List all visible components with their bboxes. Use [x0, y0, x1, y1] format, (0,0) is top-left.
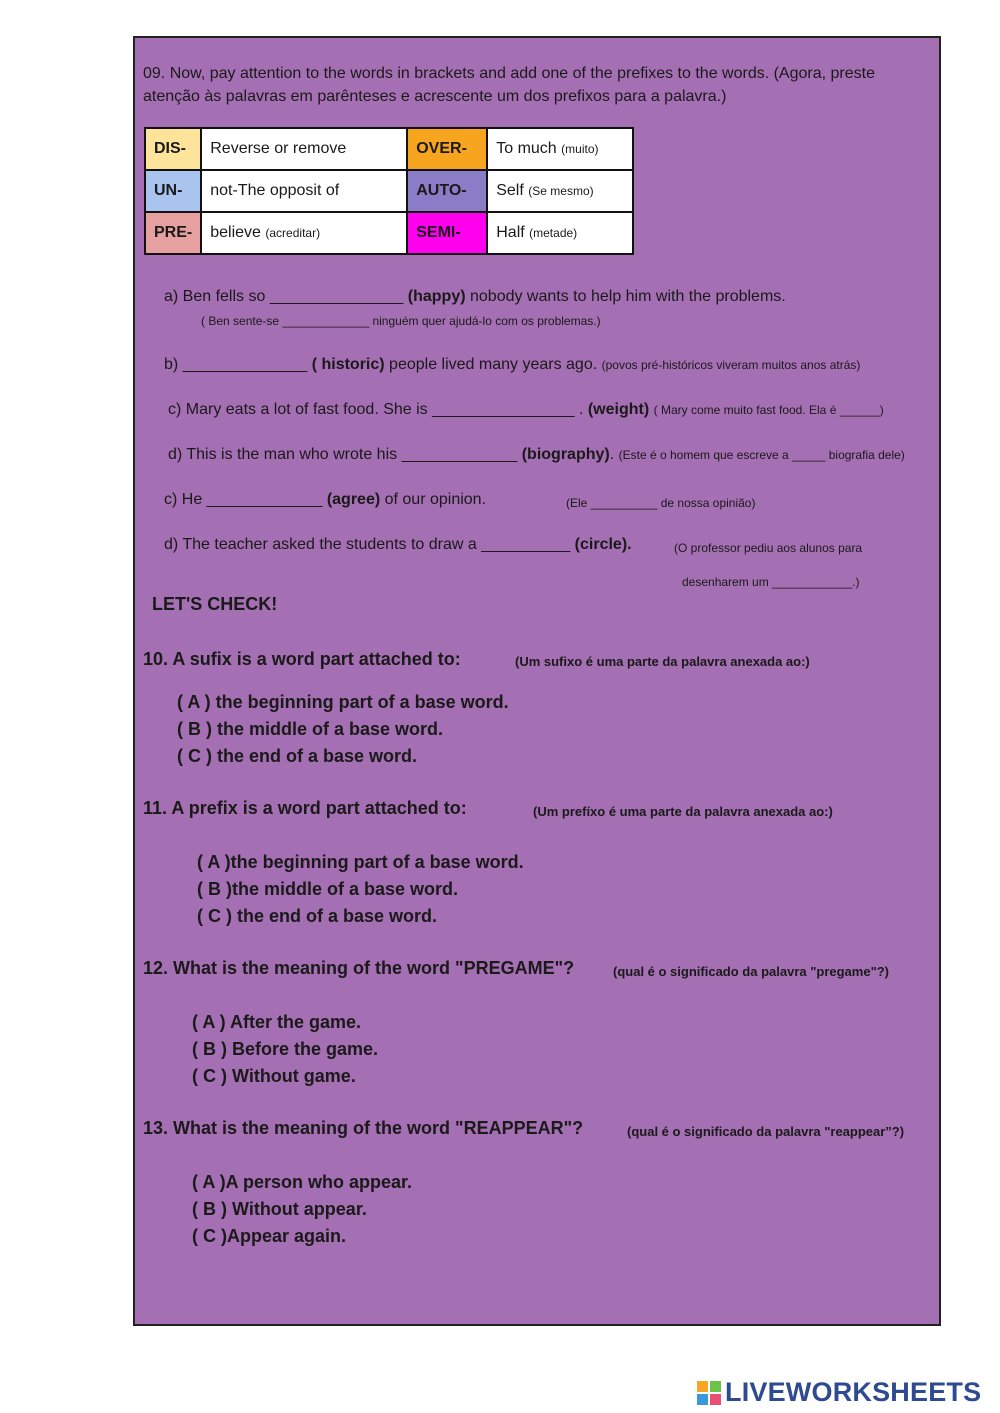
option-c[interactable]: ( C ) Without game.	[192, 1066, 356, 1086]
exercise-text: .	[609, 446, 615, 463]
meaning-note: (acreditar)	[265, 226, 321, 240]
meaning-text: believe	[210, 224, 261, 241]
exercise-text: c) Mary eats a lot of fast food. She is	[168, 401, 433, 418]
exercise-e	[164, 491, 486, 509]
meaning-text: not-The opposit of	[210, 182, 340, 199]
prefix-cell: PRE-	[145, 212, 201, 254]
meaning-text: Reverse or remove	[210, 140, 347, 157]
answer-blank[interactable]: _____________	[401, 446, 518, 463]
meaning-cell	[201, 170, 407, 212]
question-10-options	[177, 689, 509, 770]
base-word: ( historic)	[311, 356, 385, 373]
logo-text: LIVEWORKSHEETS	[725, 1377, 982, 1407]
exercise-text: nobody wants to help him with the problems.	[465, 288, 786, 305]
prefix-row	[145, 170, 633, 212]
option-a[interactable]: ( A ) After the game.	[192, 1012, 362, 1032]
option-c[interactable]: ( C ) the end of a base word.	[177, 746, 418, 766]
meaning-cell	[201, 212, 407, 254]
question-12-note: (qual é o significado da palavra "pregame"?)	[613, 964, 890, 979]
answer-blank[interactable]: ______________	[182, 356, 308, 373]
option-c[interactable]: ( C )Appear again.	[192, 1226, 347, 1246]
exercise-f-note2: desenharem um ____________.)	[682, 575, 860, 589]
meaning-cell	[487, 170, 633, 212]
answer-blank[interactable]: _______________	[269, 288, 404, 305]
exercise-text: c) He	[164, 491, 207, 508]
question-10-note: (Um sufixo é uma parte da palavra anexada ao:)	[515, 654, 810, 669]
exercise-text: d) This is the man who wrote his	[168, 446, 402, 463]
instructions: 09. Now, pay attention to the words in brackets and add one of the prefixes to the words. (Agora, preste atenção às palavras em parênteses e acrescente um dos prefixos para a palavra.)	[143, 65, 875, 105]
exercise-text: a) Ben fells so	[164, 288, 270, 305]
prefix-cell: DIS-	[145, 128, 201, 170]
meaning-note: (Se mesmo)	[528, 184, 594, 198]
check-heading: LET'S CHECK!	[152, 594, 278, 614]
answer-blank[interactable]: _____________	[206, 491, 323, 508]
answer-blank[interactable]: __________	[481, 536, 571, 553]
prefix-cell: SEMI-	[407, 212, 487, 254]
exercise-text: b)	[164, 356, 183, 373]
option-b[interactable]: ( B )the middle of a base word.	[197, 879, 459, 899]
meaning-note: (metade)	[529, 226, 578, 240]
meaning-cell	[201, 128, 407, 170]
meaning-cell	[487, 212, 633, 254]
base-word: (biography)	[521, 446, 610, 463]
base-word: (happy)	[407, 288, 466, 305]
option-a[interactable]: ( A )A person who appear.	[192, 1172, 413, 1192]
exercise-text: people lived many years ago.	[384, 356, 598, 373]
option-a[interactable]: ( A )the beginning part of a base word.	[197, 852, 524, 872]
prefix-table	[144, 127, 634, 255]
exercise-note: (Este é o homem que escreve a _____ biografia dele)	[618, 448, 905, 462]
prefix-cell: UN-	[145, 170, 201, 212]
question-13: 13. What is the meaning of the word "REAPPEAR"?	[143, 1118, 584, 1138]
question-12: 12. What is the meaning of the word "PREGAME"?	[143, 958, 575, 978]
base-word: (circle).	[574, 536, 632, 553]
exercise-f	[164, 536, 632, 554]
answer-blank[interactable]: ________________	[432, 401, 575, 418]
exercise-c	[168, 401, 884, 419]
worksheet-panel	[133, 36, 941, 1326]
option-b[interactable]: ( B ) Before the game.	[192, 1039, 379, 1059]
exercise-text: d) The teacher asked the students to draw a	[164, 536, 482, 553]
prefix-row	[145, 128, 633, 170]
prefix-cell: OVER-	[407, 128, 487, 170]
exercise-f-note: (O professor pediu aos alunos para	[674, 541, 863, 555]
exercise-e-note: (Ele __________ de nossa opinião)	[566, 496, 756, 510]
exercise-a	[164, 288, 786, 306]
question-11: 11. A prefix is a word part attached to:	[143, 798, 467, 818]
prefix-cell: AUTO-	[407, 170, 487, 212]
question-11-options	[197, 849, 524, 930]
liveworksheets-logo-icon	[697, 1381, 721, 1405]
base-word: (weight)	[587, 401, 650, 418]
question-12-options	[192, 1009, 378, 1090]
question-13-note: (qual é o significado da palavra "reappear”?)	[627, 1124, 905, 1139]
exercise-note: ( Mary come muito fast food. Ela é ______)	[653, 403, 884, 417]
exercise-a-note: ( Ben sente-se _____________ ninguém quer ajudá-lo com os problemas.)	[201, 314, 601, 328]
option-a[interactable]: ( A ) the beginning part of a base word.	[177, 692, 509, 712]
meaning-text: To much	[496, 140, 557, 157]
question-10: 10. A sufix is a word part attached to:	[143, 649, 461, 669]
exercise-text: of our opinion.	[380, 491, 487, 508]
option-c[interactable]: ( C ) the end of a base word.	[197, 906, 438, 926]
prefix-row	[145, 212, 633, 254]
exercise-b	[164, 356, 860, 374]
exercise-d	[168, 446, 905, 464]
question-13-options	[192, 1169, 412, 1250]
option-b[interactable]: ( B ) the middle of a base word.	[177, 719, 444, 739]
exercise-text: .	[574, 401, 588, 418]
question-11-note: (Um prefíxo é uma parte da palavra anexada ao:)	[533, 804, 833, 819]
meaning-text: Self	[496, 182, 524, 199]
meaning-text: Half	[496, 224, 525, 241]
meaning-cell	[487, 128, 633, 170]
option-b[interactable]: ( B ) Without appear.	[192, 1199, 367, 1219]
meaning-note: (muito)	[561, 142, 599, 156]
base-word: (agree)	[326, 491, 381, 508]
exercise-note: (povos pré-históricos viveram muitos anos atrás)	[601, 358, 861, 372]
